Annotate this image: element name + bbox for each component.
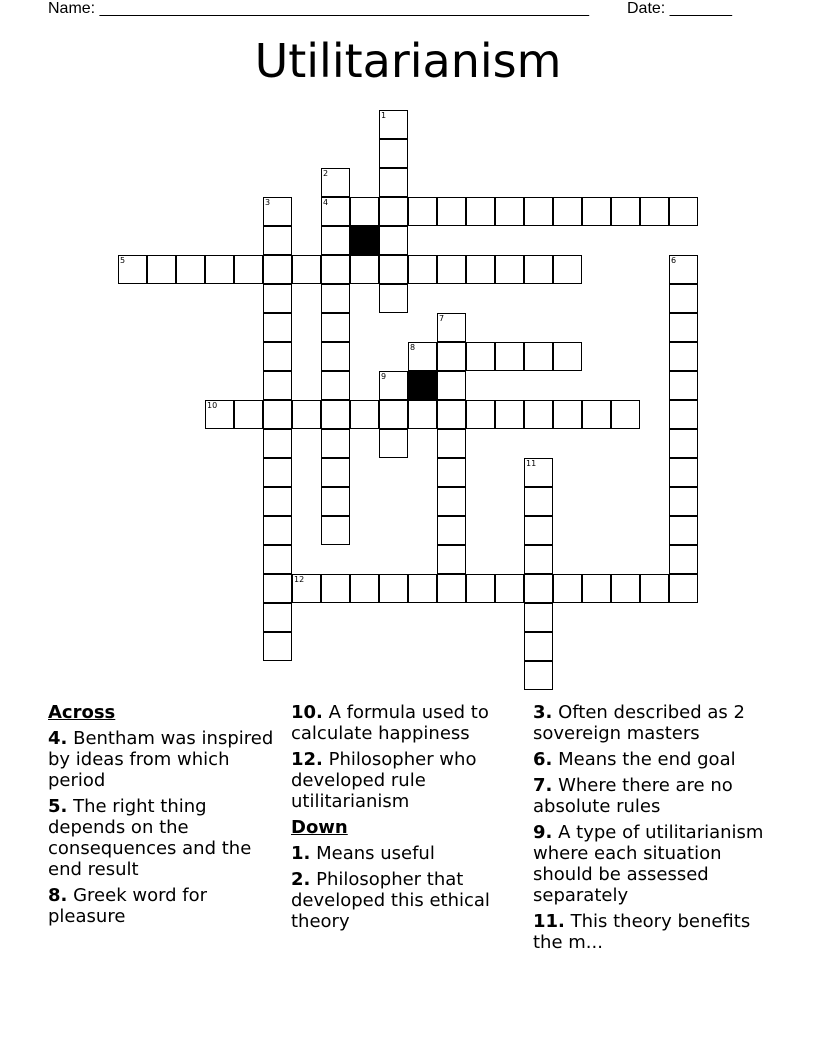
crossword-cell[interactable] (669, 516, 698, 545)
clue-text: Often described as 2 sovereign masters (533, 702, 745, 744)
clue-number-label: 7 (439, 314, 445, 323)
crossword-cell[interactable] (263, 632, 292, 661)
crossword-cell[interactable] (263, 487, 292, 516)
crossword-cell[interactable] (466, 255, 495, 284)
crossword-cell[interactable] (321, 487, 350, 516)
crossword-cell[interactable] (669, 545, 698, 574)
crossword-cell[interactable] (582, 400, 611, 429)
crossword-cell[interactable] (437, 400, 466, 429)
crossword-cell[interactable] (263, 458, 292, 487)
crossword-cell[interactable] (669, 487, 698, 516)
crossword-cell[interactable] (553, 342, 582, 371)
clue-number: 2. (291, 869, 311, 890)
clue-item (533, 822, 773, 906)
crossword-cell[interactable] (263, 371, 292, 400)
clue-item (48, 728, 278, 791)
crossword-cell[interactable] (640, 197, 669, 226)
crossword-cell[interactable] (640, 574, 669, 603)
clue-item (291, 702, 521, 744)
clue-text: Means useful (310, 843, 435, 864)
crossword-cell[interactable] (263, 603, 292, 632)
clue-number-label: 11 (526, 459, 537, 468)
crossword-cell[interactable] (350, 255, 379, 284)
crossword-cell[interactable] (408, 400, 437, 429)
crossword-cell[interactable] (466, 197, 495, 226)
crossword-cell[interactable] (437, 516, 466, 545)
crossword-cell[interactable] (582, 574, 611, 603)
crossword-cell[interactable] (321, 313, 350, 342)
crossword-cell[interactable] (321, 226, 350, 255)
clue-text: The right thing depends on the consequences and the end result (48, 796, 252, 880)
crossword-cell[interactable] (524, 342, 553, 371)
crossword-cell[interactable] (379, 429, 408, 458)
crossword-cell[interactable] (466, 574, 495, 603)
crossword-cell[interactable] (437, 429, 466, 458)
crossword-cell[interactable] (495, 255, 524, 284)
crossword-cell[interactable] (611, 400, 640, 429)
date-field-label: Date: _______ (627, 0, 732, 17)
crossword-cell[interactable] (263, 429, 292, 458)
clue-number: 4. (48, 728, 68, 749)
crossword-cell[interactable] (379, 255, 408, 284)
clue-number-label: 2 (323, 169, 329, 178)
crossword-cell[interactable] (524, 487, 553, 516)
crossword-cell[interactable] (524, 255, 553, 284)
across-heading: Across (48, 702, 116, 723)
clue-number: 5. (48, 796, 68, 817)
crossword-cell[interactable] (553, 197, 582, 226)
crossword-cell[interactable] (495, 400, 524, 429)
crossword-cell[interactable] (669, 342, 698, 371)
clue-text: This theory benefits the m... (533, 911, 751, 953)
crossword-cell[interactable] (263, 313, 292, 342)
crossword-cell[interactable] (321, 429, 350, 458)
crossword-cell[interactable] (524, 400, 553, 429)
crossword-cell[interactable] (611, 574, 640, 603)
clue-text: A type of utilitarianism where each situation should be assessed separately (533, 822, 764, 906)
clue-text: Bentham was inspired by ideas from which period (48, 728, 274, 791)
crossword-cell[interactable] (669, 429, 698, 458)
crossword-cell[interactable] (379, 168, 408, 197)
crossword-cell[interactable] (379, 574, 408, 603)
clue-number-label: 5 (120, 256, 126, 265)
clue-number: 6. (533, 749, 553, 770)
crossword-cell[interactable] (582, 197, 611, 226)
crossword-cell[interactable] (466, 400, 495, 429)
crossword-cell[interactable] (350, 400, 379, 429)
crossword-cell[interactable] (524, 574, 553, 603)
crossword-cell[interactable] (524, 661, 553, 690)
crossword-cell[interactable] (437, 255, 466, 284)
crossword-cell[interactable] (263, 574, 292, 603)
clues-column-2 (291, 702, 521, 937)
crossword-cell[interactable] (321, 255, 350, 284)
crossword-cell[interactable] (669, 313, 698, 342)
clue-item (48, 796, 278, 880)
clue-number-label: 12 (294, 575, 305, 584)
clue-number: 1. (291, 843, 311, 864)
crossword-cell[interactable] (408, 255, 437, 284)
crossword-cell[interactable] (350, 197, 379, 226)
crossword-cell[interactable] (553, 255, 582, 284)
crossword-cell[interactable] (263, 516, 292, 545)
puzzle-title: Utilitarianism (254, 34, 562, 88)
crossword-cell[interactable] (611, 197, 640, 226)
crossword-cell[interactable] (234, 400, 263, 429)
clue-number: 9. (533, 822, 553, 843)
clue-item (533, 911, 773, 953)
clue-item (291, 869, 521, 932)
crossword-cell[interactable] (437, 487, 466, 516)
crossword-cell[interactable] (176, 255, 205, 284)
crossword-cell[interactable] (437, 545, 466, 574)
clue-item (533, 775, 773, 817)
clue-number: 8. (48, 885, 68, 906)
crossword-cell[interactable] (321, 516, 350, 545)
crossword-cell[interactable] (234, 255, 263, 284)
crossword-cell[interactable] (553, 574, 582, 603)
clue-number: 10. (291, 702, 323, 723)
crossword-cell[interactable] (147, 255, 176, 284)
crossword-cell[interactable] (524, 603, 553, 632)
crossword-cell[interactable] (669, 458, 698, 487)
clue-number: 3. (533, 702, 553, 723)
black-cell (408, 371, 437, 400)
clue-item (48, 885, 278, 927)
crossword-cell[interactable] (321, 371, 350, 400)
crossword-cell[interactable] (408, 574, 437, 603)
clue-text: Philosopher that developed this ethical theory (291, 869, 490, 932)
crossword-cell[interactable] (669, 371, 698, 400)
clue-item (533, 702, 773, 744)
crossword-cell[interactable] (292, 400, 321, 429)
crossword-cell[interactable] (495, 197, 524, 226)
crossword-cell[interactable] (263, 255, 292, 284)
crossword-cell[interactable] (466, 342, 495, 371)
crossword-cell[interactable] (379, 226, 408, 255)
crossword-cell[interactable] (524, 632, 553, 661)
name-field-label: Name: _______________________________________________________ (48, 0, 589, 17)
clue-text: Where there are no absolute rules (533, 775, 733, 817)
crossword-cell[interactable] (437, 197, 466, 226)
crossword-cell[interactable] (379, 139, 408, 168)
crossword-cell[interactable] (437, 458, 466, 487)
crossword-cell[interactable] (321, 458, 350, 487)
crossword-cell[interactable] (263, 400, 292, 429)
black-cell (350, 226, 379, 255)
crossword-cell[interactable] (263, 284, 292, 313)
clue-number: 11. (533, 911, 565, 932)
crossword-cell[interactable] (669, 197, 698, 226)
crossword-cell[interactable] (437, 574, 466, 603)
clue-number-label: 1 (381, 111, 387, 120)
crossword-cell[interactable] (379, 197, 408, 226)
clue-item (533, 749, 773, 770)
crossword-cell[interactable] (524, 545, 553, 574)
crossword-cell[interactable] (263, 342, 292, 371)
crossword-cell[interactable] (553, 400, 582, 429)
clue-text: A formula used to calculate happiness (291, 702, 489, 744)
crossword-cell[interactable] (379, 400, 408, 429)
clue-number: 7. (533, 775, 553, 796)
clue-item (291, 749, 521, 812)
clue-number-label: 9 (381, 372, 387, 381)
crossword-cell[interactable] (669, 574, 698, 603)
crossword-cell[interactable] (379, 284, 408, 313)
crossword-cell[interactable] (263, 226, 292, 255)
clue-number-label: 6 (671, 256, 677, 265)
crossword-cell[interactable] (205, 255, 234, 284)
clues-column-3 (533, 702, 773, 958)
clue-number-label: 3 (265, 198, 271, 207)
crossword-cell[interactable] (321, 284, 350, 313)
crossword-cell[interactable] (437, 371, 466, 400)
crossword-cell[interactable] (669, 400, 698, 429)
crossword-cell[interactable] (669, 284, 698, 313)
clue-number-label: 10 (207, 401, 218, 410)
crossword-cell[interactable] (321, 400, 350, 429)
crossword-cell[interactable] (524, 197, 553, 226)
crossword-cell[interactable] (292, 255, 321, 284)
clue-number-label: 4 (323, 198, 329, 207)
crossword-cell[interactable] (321, 574, 350, 603)
down-heading: Down (291, 817, 348, 838)
clues-column-1 (48, 702, 278, 932)
crossword-cell[interactable] (350, 574, 379, 603)
crossword-cell[interactable] (263, 545, 292, 574)
clue-number-label: 8 (410, 343, 416, 352)
crossword-cell[interactable] (495, 574, 524, 603)
crossword-cell[interactable] (495, 342, 524, 371)
crossword-cell[interactable] (437, 342, 466, 371)
crossword-cell[interactable] (524, 516, 553, 545)
crossword-cell[interactable] (321, 342, 350, 371)
clue-number: 12. (291, 749, 323, 770)
crossword-cell[interactable] (408, 197, 437, 226)
clue-text: Means the end goal (552, 749, 736, 770)
clue-text: Philosopher who developed rule utilitarianism (291, 749, 477, 812)
clue-item (291, 843, 521, 864)
clue-text: Greek word for pleasure (48, 885, 208, 927)
